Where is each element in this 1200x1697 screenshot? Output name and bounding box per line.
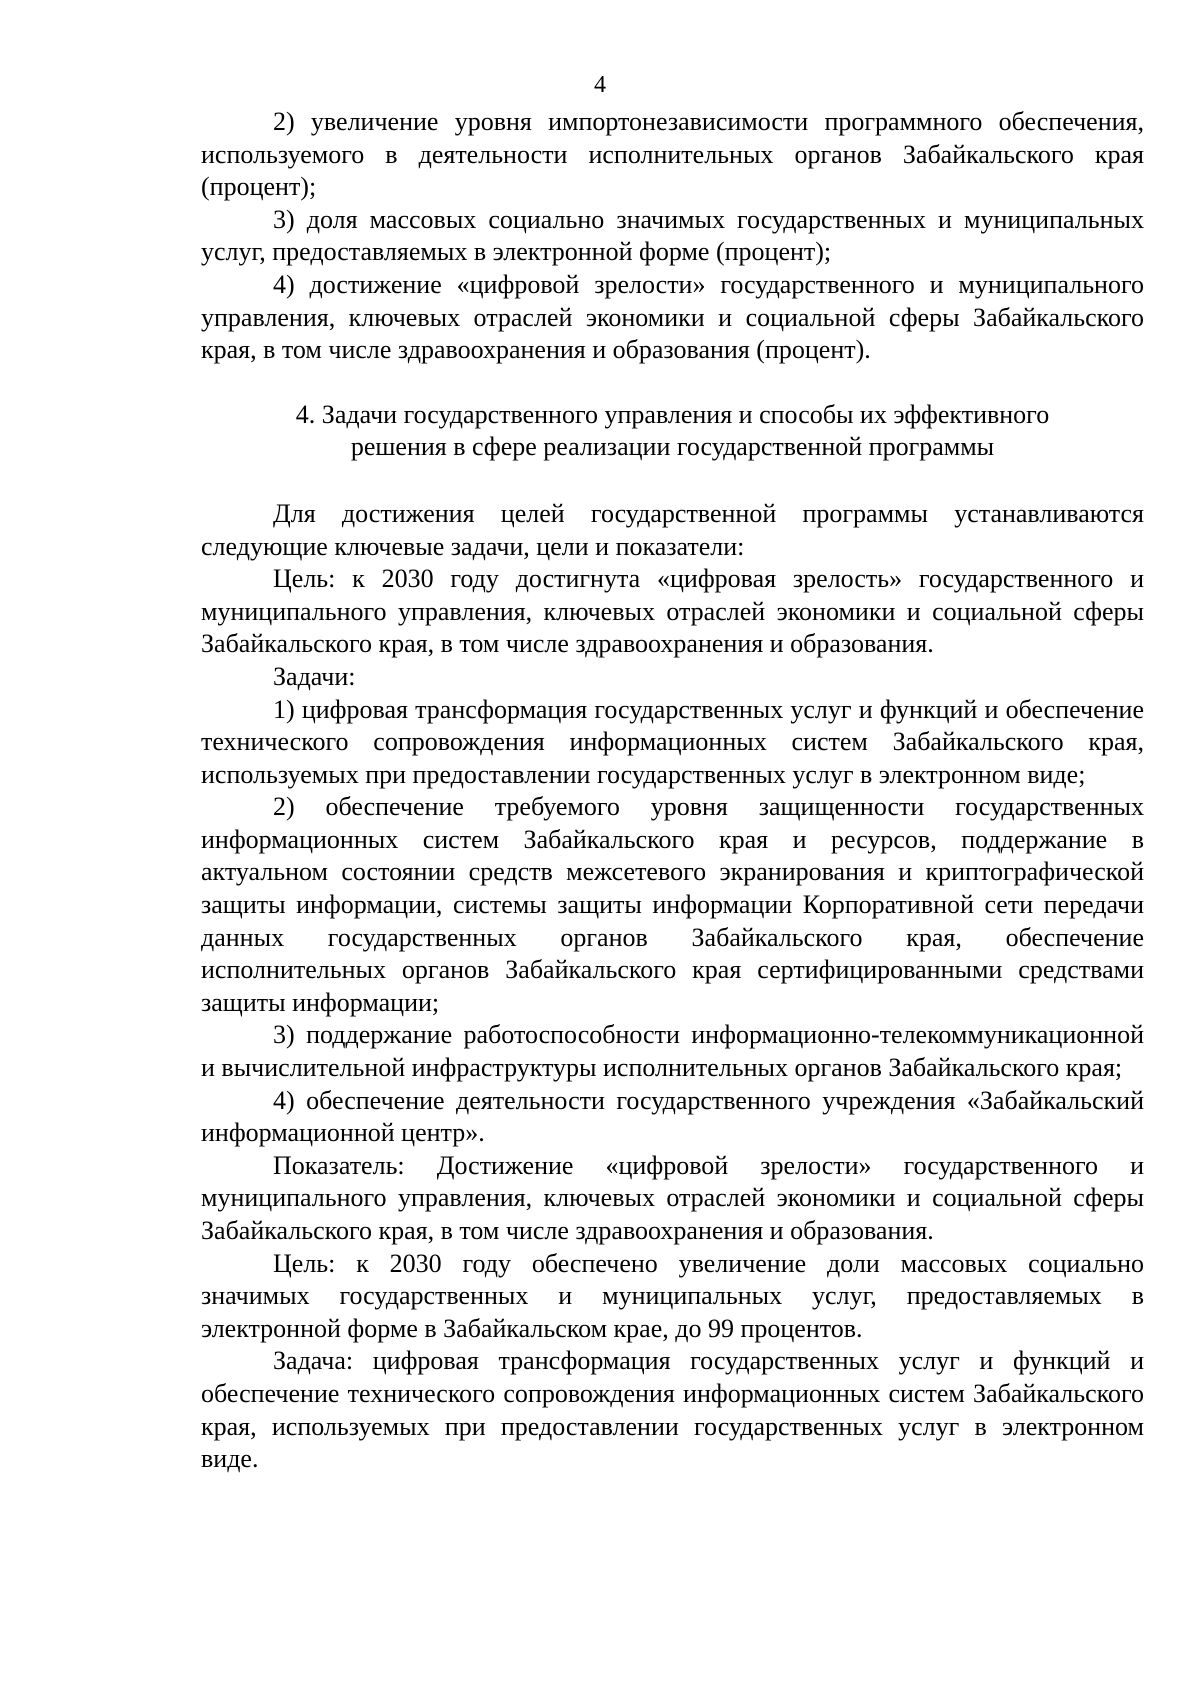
goal-paragraph: Цель: к 2030 году достигнута «цифровая зрелость» государственного и муниципального управления, ключевых отраслей экономики и социальной сферы Забайкальского края, в том числе здравоохранения и образования. [201,564,1144,659]
task-item: 2) обеспечение требуемого уровня защищенности государственных информационных систем Забайкальского края и ресурсов, поддержание в актуальном состоянии средств межсетевого экранирования и криптографической защиты информации, системы защиты информации Корпоративной сети передачи данных государственных органов Забайкальского края, обеспечение исполнительных органов Забайкальского края сертифицированными средствами защиты информации; [201,792,1144,1017]
list-item: 3) доля массовых социально значимых государственных и муниципальных услуг, предоставляемых в электронной форме (процент); [201,204,1144,267]
section-heading-line: 4. Задачи государственного управления и способы их эффективного [295,399,1050,429]
indicator-paragraph: Показатель: Достижение «цифровой зрелости» государственного и муниципального управления, ключевых отраслей экономики и социальной сферы Забайкальского края, в том числе здравоохранения и образования. [201,1150,1144,1245]
list-item: 4) достижение «цифровой зрелости» государственного и муниципального управления, ключевых отраслей экономики и социальной сферы Забайкальского края, в том числе здравоохранения и образования (процент). [201,269,1144,365]
section-heading [201,367,1144,498]
tasks-label: Задачи: [273,661,356,691]
task-item: 3) поддержание работоспособности информационно-телекоммуникационной и вычислительной инфраструктуры исполнительных органов Забайкальского края; [201,1020,1144,1083]
intro-paragraph: Для достижения целей государственной программы устанавливаются следующие ключевые задачи, цели и показатели: [201,498,1144,561]
section-heading-line: решения в сфере реализации государственной программы [350,432,995,462]
task-paragraph: Задача: цифровая трансформация государственных услуг и функций и обеспечение технического сопровождения информационных систем Забайкальского края, используемых при предоставлении государственных услуг в электронном виде. [201,1346,1144,1474]
list-item: 2) увеличение уровня импортонезависимости программного обеспечения, используемого в деятельности исполнительных органов Забайкальского края (процент); [201,107,1144,202]
task-item: 4) обеспечение деятельности государственного учреждения «Забайкальский информационной центр». [201,1085,1144,1148]
page-number: 4 [594,72,606,98]
document-body [201,106,1144,1476]
task-item: 1) цифровая трансформация государственных услуг и функций и обеспечение технического сопровождения информационных систем Забайкальского края, используемых при предоставлении государственных услуг в электронном виде; [201,694,1144,789]
goal-paragraph: Цель: к 2030 году обеспечено увеличение доли массовых социально значимых государственных и муниципальных услуг, предоставляемых в электронной форме в Забайкальском крае, до 99 процентов. [201,1248,1144,1343]
